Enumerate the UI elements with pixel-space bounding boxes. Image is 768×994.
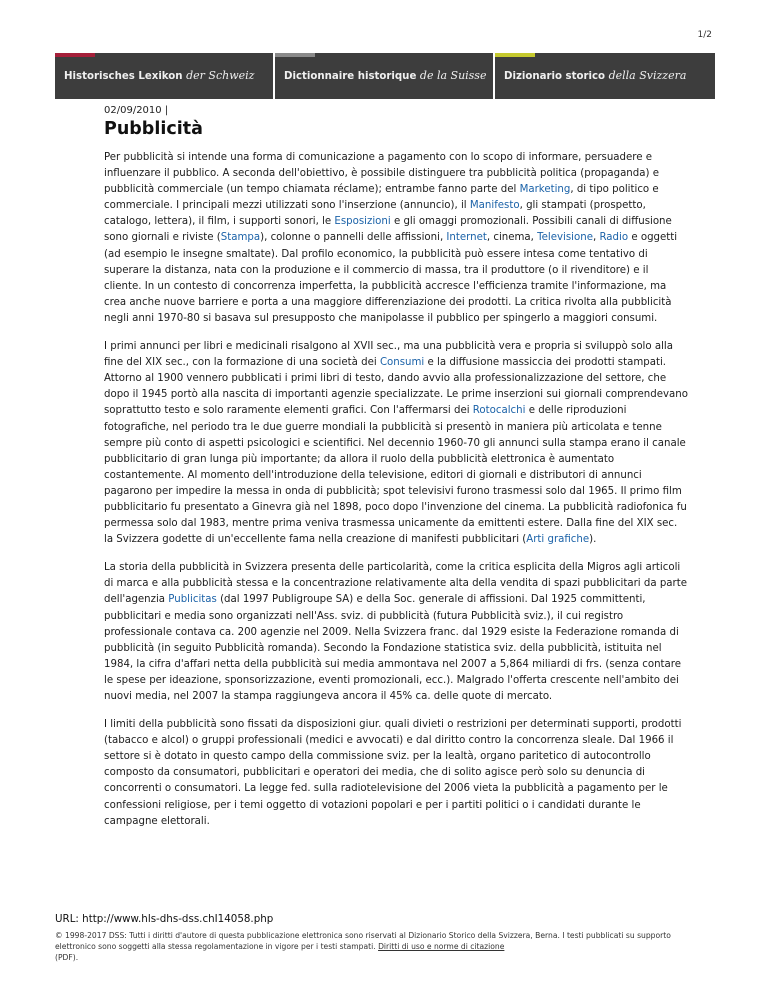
paragraph-text: ). [589, 534, 597, 546]
copyright-suffix: (PDF). [55, 953, 79, 962]
header-item-german[interactable] [55, 53, 275, 99]
paragraph-text: e delle riproduzioni fotografiche, nel periodo tra le due guerre mondiali la pubblicità si presentò in maniera più articolata e tenne sempre più conto di aspetti psicologici e scientifici. Nel decennio 1960-70 gli annunci sulla stampa erano il canale pubblicitario di gran lunga più importante; da allora il ruolo della pubblicità elettronica è aumentato costantemente. Al momento dell'introduzione della televisione, editori di giornali e distributori di annunci pagarono per impedire la messa in onda di pubblicità; spot televisivi furono trasmessi solo dal 1965. Il primo film pubblicitario fu presentato a Ginevra già nel 1898, poco dopo l'invenzione del cinema. La pubblicità radiofonica fu permessa solo dal 1983, mentre prima veniva trasmessa unicamente da emittenti estere. Dalla fine del XIX sec. la Svizzera godette di un'eccellente fama nella creazione di manifesti pubblicitari ( [104, 405, 687, 546]
paragraph-text: I primi annunci per libri e medicinali risalgono al XVII sec., ma una pubblicità vera e propria si sviluppò solo alla fine del XIX sec., con la formazione di una società dei [104, 341, 674, 369]
link-marketing[interactable]: Marketing [519, 184, 571, 196]
paragraph-text: e la diffusione massiccia dei prodotti stampati. Attorno al 1900 vennero pubblicati i primi libri di testo, dando avvio alla professionalizzazione del settore, che dopo il 1945 portò alla nascita di importanti agenzie specializzate. Le prime inserzioni sui giornali comprendevano soprattutto testo e solo raramente elementi grafici. Con l'affermarsi dei [104, 357, 688, 417]
terms-of-use-link[interactable]: Diritti di uso e norme di citazione [378, 942, 505, 951]
paragraph-text: ), colonne o pannelli delle affissioni, [260, 232, 447, 244]
header-item-german-italic: der Schweiz [186, 69, 255, 82]
accent-bar-gray [275, 53, 315, 57]
link-rotocalchi[interactable]: Rotocalchi [472, 405, 526, 417]
copyright-notice [55, 930, 675, 963]
header-item-french-text: Dictionnaire historique [284, 71, 420, 82]
header-item-french[interactable] [275, 53, 495, 99]
paragraph-text: e oggetti (ad esempio le insegne smaltate). Dal profilo economico, la pubblicità può essere intesa come tentativo di superare la distanza, nata con la produzione e il commercio di massa, tra il produttore (o il rivenditore) e il cliente. In un contesto di concorrenza imperfetta, la pubblicità accresce l'efficienza tramite l'informazione, ma crea anche nuove barriere e porta a una maggiore differenziazione dei prodotti. La critica rivolta alla pubblicità negli anni 1970-80 si basava sul presupposto che manipolasse il pubblico per spingerlo a maggiori consumi. [104, 232, 678, 324]
link-publicitas[interactable]: Publicitas [168, 594, 217, 606]
accent-bar-red [55, 53, 95, 57]
link-internet[interactable]: Internet [446, 232, 487, 244]
paragraph-text: , di tipo politico e commerciale. I principali mezzi utilizzati sono l'inserzione (annuncio), il [104, 184, 659, 212]
article-paragraph-4: I limiti della pubblicità sono fissati da disposizioni giur. quali divieti o restrizioni per determinati supporti, prodotti (tabacco e alcol) o gruppi professionali (medici e avvocati) e dal diritto contro la concorrenza sleale. Dal 1966 il settore si è dotato in questo campo della commissione sviz. per la lealtà, organo paritetico di autocontrollo composto da consumatori, pubblicitari e operatori dei media, che di solito agisce però solo su denuncia di concorrenti o consumatori. La legge fed. sulla radiotelevisione del 2006 vieta la pubblicità a pagamento per le confessioni religiose, per i temi oggetto di votazioni popolari e per i partiti politici o i candidati durante le campagne elettorali. [104, 719, 682, 827]
accent-bar-yellow [495, 53, 535, 57]
header-item-italian[interactable] [495, 53, 715, 99]
link-esposizioni[interactable]: Esposizioni [334, 216, 391, 228]
article-paragraph-2 [104, 339, 689, 548]
paragraph-text: Per pubblicità si intende una forma di comunicazione a pagamento con lo scopo di informare, persuadere e influenzare il pubblico. A seconda dell'obiettivo, è possibile distinguere tra pubblicità politica (propaganda) e pubblicità commerciale (un tempo chiamata réclame); entrambe fanno parte del [104, 152, 659, 196]
link-stampa[interactable]: Stampa [220, 232, 261, 244]
article-date: 02/09/2010 | [104, 105, 169, 116]
article [104, 104, 689, 842]
paragraph-text: La storia della pubblicità in Svizzera presenta delle particolarità, come la critica esplicita della Migros agli articoli di marca e alla pubblicità stessa e la concentrazione relativamente alta della vendita di spazi pubblicitari da parte dell'agenzia [104, 562, 687, 606]
paragraph-text: , gli stampati (prospetto, catalogo, lettera), il film, i supporti sonori, le [104, 200, 646, 228]
article-url: URL: http://www.hls-dhs-dss.chI14058.php [55, 913, 274, 925]
paragraph-text: , cinema, [486, 232, 538, 244]
paragraph-text: e gli omaggi promozionali. Possibili canali di diffusione sono giornali e riviste ( [104, 216, 672, 244]
header-item-german-text: Historisches Lexikon [64, 71, 187, 82]
link-radio[interactable]: Radio [599, 232, 629, 244]
article-paragraph-3 [104, 560, 689, 705]
header-item-italian-text: Dizionario storico [504, 71, 609, 82]
hls-header-banner [55, 53, 715, 99]
link-consumi[interactable]: Consumi [379, 357, 425, 369]
copyright-text: © 1998-2017 DSS: Tutti i diritti d'autore di questa pubblicazione elettronica sono riservati al Dizionario Storico della Svizzera, Berna. I testi pubblicati su supporto elettronico sono soggetti alla stessa regolamentazione in vigore per i testi stampati. [55, 931, 671, 951]
article-paragraph-1 [104, 150, 689, 327]
link-manifesto[interactable]: Manifesto [469, 200, 520, 212]
article-title: Pubblicità [104, 119, 203, 139]
header-item-french-italic: de la Suisse [419, 69, 487, 82]
link-arti-grafiche[interactable]: Arti grafiche [526, 534, 590, 546]
link-televisione[interactable]: Televisione [537, 232, 593, 244]
header-item-italian-italic: della Svizzera [608, 69, 687, 82]
page-number: 1/2 [697, 30, 712, 40]
paragraph-text: , [592, 232, 600, 244]
paragraph-text: (dal 1997 Publigroupe SA) e della Soc. generale di affissioni. Dal 1925 committenti, pubblicitari e media sono organizzati nell'Ass. sviz. di pubblicità (futura Pubblicità sviz.), il cui registro professionale contava ca. 200 agenzie nel 2009. Nella Svizzera franc. dal 1929 esiste la Federazione romanda di pubblicità (in seguito Pubblicità romanda). Secondo la Fondazione statistica sviz. della pubblicità, istituita nel 1984, la cifra d'affari netta della pubblicità sui media ammontava nel 2007 a 5,864 miliardi di frs. (senza contare le spese per ideazione, sponsorizzazione, eventi promozionali, ecc.). Malgrado l'offerta crescente nell'ambito dei nuovi media, nel 2007 la stampa raggiungeva ancora il 45% ca. delle quote di mercato. [104, 594, 681, 702]
page-footer [55, 913, 675, 963]
